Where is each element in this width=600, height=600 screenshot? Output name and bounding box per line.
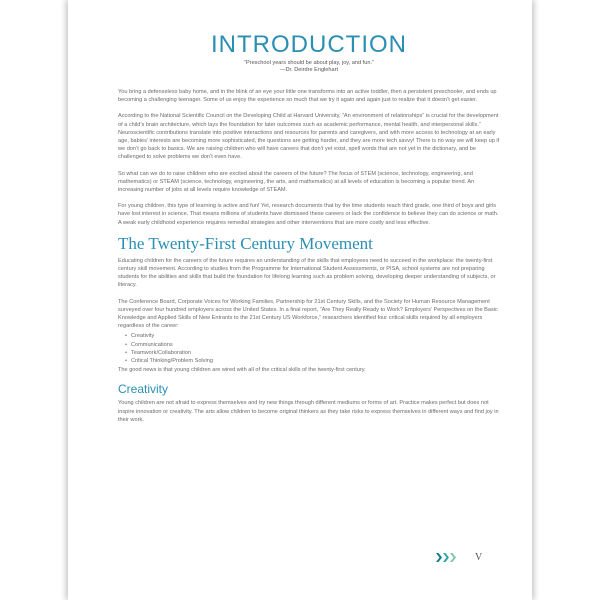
book-page: [68, 0, 532, 600]
page-number: V: [475, 552, 483, 563]
skills-list-item: • Teamwork/Collaboration: [125, 349, 500, 357]
creativity-paragraph: Young children are not afraid to express themselves and try new things through different mediums or forms of art. Practice makes perfect but does not inspire innovation or creativity. The arts allow children to become original thinkers as they take risks to express themselves in different ways and find joy in their work.: [118, 400, 499, 423]
section-heading-creativity: Creativity: [118, 382, 169, 397]
skills-list-item: • Communications: [125, 341, 500, 349]
intro-paragraph: For young children, this type of learning is active and fun! Yet, research documents that by the time students reach third grade, one third of boys and girls have lost interest in science. That means millions of students have dismissed these careers or lack the confidence to believe they can do science or math. A weak early childhood experience requires remedial strategies and other interventions that are more costly and less effective.: [118, 203, 499, 226]
intro-body: [118, 88, 500, 227]
intro-paragraph: So what can we do to raise children who are excited about the careers of the future? The focus of STEM (science, technology, engineering, and mathematics) or STEAM (science, technology, engineering, the arts, and mathematics) at all levels of education is becoming a popular trend. An increasing number of jobs at all levels require knowledge of STEAM.: [118, 170, 475, 194]
epigraph-attribution: —Dr. Deirdre Englehart: [279, 67, 339, 73]
section-heading-21st-century: The Twenty-First Century Movement: [118, 233, 373, 253]
chevron-right-icon: [450, 553, 456, 562]
triple-chevron-right-icon: [436, 553, 457, 562]
chevron-right-icon: [436, 553, 442, 562]
skills-list-item: • Critical Thinking/Problem Solving: [125, 357, 500, 365]
epigraph-text: “Preschool years should be about play, joy, and fun.”: [244, 60, 374, 66]
skills-list-item: • Creativity: [125, 332, 500, 340]
section-closing: The good news is that young children are wired with all of the critical skills of the twenty-first century.: [118, 367, 366, 374]
chevron-right-icon: [443, 553, 449, 562]
page-footer: [436, 552, 482, 563]
intro-paragraph: You bring a defenseless baby home, and in the blink of an eye your little one transforms into an active toddler, then a persistent preschooler, and ends up becoming a challenging teenager. Some of us enjoy the experience so much that we try it again and again just to realize that it doesn’t get easier.: [118, 89, 497, 104]
section-paragraph: Educating children for the careers of the future requires an understanding of the skills that employees need to succeed in the workplace: the twenty-first century skill movement. According to studies from the Programme for International Student Assessments, or PISA, school systems are not preparing students for the abilities and skills that build the foundation for lifelong learning such as problem solving, developing deeper understanding of subjects, or literacy.: [118, 257, 496, 289]
page-title: INTRODUCTION: [211, 31, 407, 58]
skills-list: [118, 332, 500, 365]
section-paragraph: The Conference Board, Corporate Voices for Working Families, Partnership for 21st Century Skills, and the Society for Human Resource Management surveyed over four hundred employers across the United States. In a final report, “Are They Really Ready to Work? Employers’ Perspectives on the Basic Knowledge and Applied Skills of New Entrants to the 21st Century US Workforce,” researchers identified four critical skills required by all employers regardless of the career:: [118, 298, 498, 330]
epigraph: [118, 60, 500, 74]
intro-paragraph: According to the National Scientific Council on the Developing Child at Harvard University, “An environment of relationships” is crucial for the development of a child’s brain architecture, which lays the foundation for later outcomes such as academic performance, mental health, and interpersonal skills.” Neuroscientific contributions translate into positive interactions and resources for parents and caregivers, and with more access to technology at an early age, babies’ interests are becoming more sophisticated, the questions are getting harder, and they are more tech savvy! There is no way we will keep up if we don’t go back to basics. We are raising children who will have careers that don’t yet exist, spell words that are not yet in the dictionary, and be challenged to solve problems we don’t even have.: [118, 113, 500, 161]
page-content: [118, 32, 500, 432]
